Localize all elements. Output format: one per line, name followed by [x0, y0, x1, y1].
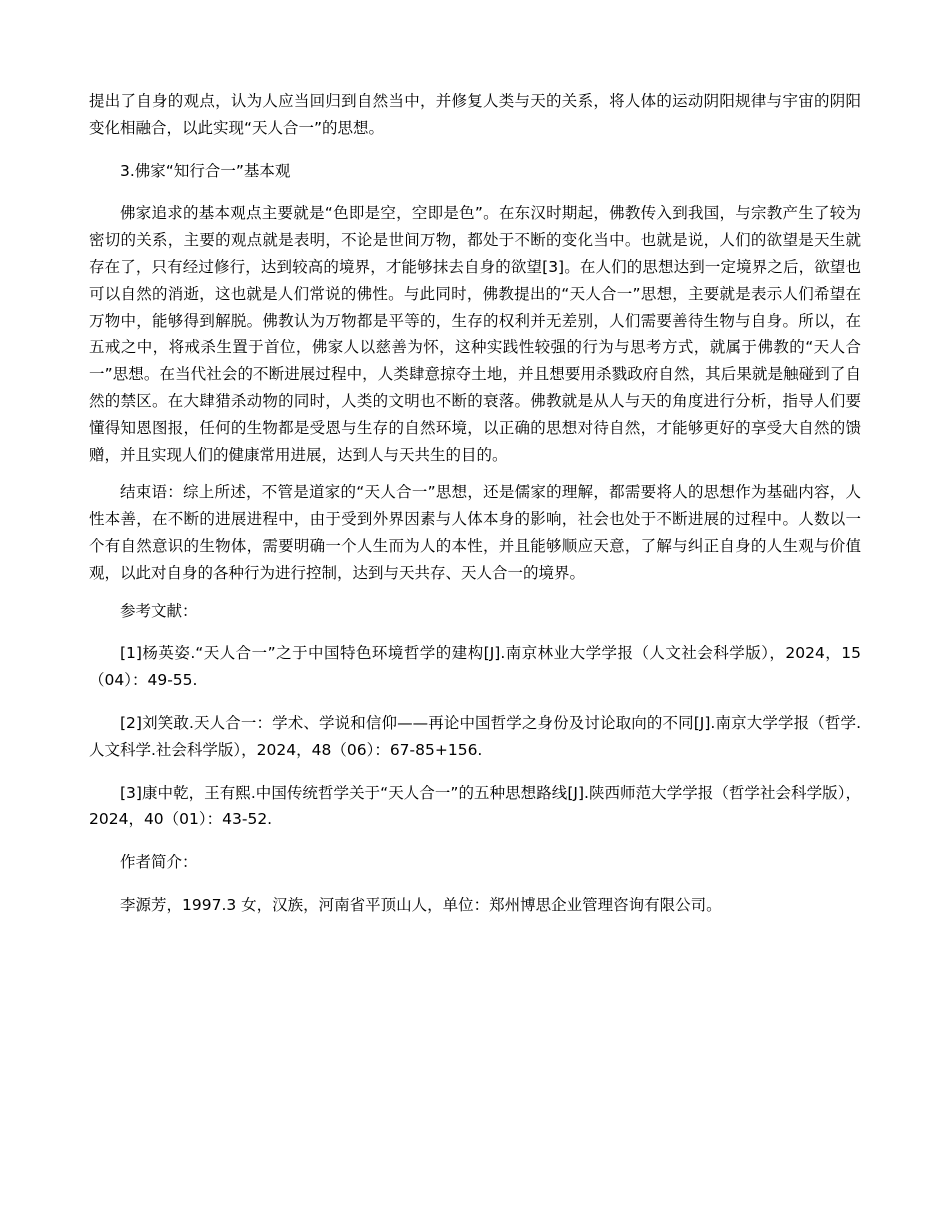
references-heading: 参考文献： — [120, 601, 198, 620]
reference-item: [1]杨英姿.“天人合一”之于中国特色环境哲学的建构[J].南京林业大学学报（人文社会科学版），2024，15（04）：49-55. — [89, 644, 861, 690]
paragraph-continued: 提出了自身的观点，认为人应当回归到自然当中，并修复人类与天的关系，将人体的运动阴阳规律与宇宙的阴阳变化相融合，以此实现“天人合一”的思想。 — [89, 92, 861, 137]
paragraph-buddhism: 佛家追求的基本观点主要就是“色即是空，空即是色”。在东汉时期起，佛教传入到我国，与宗教产生了较为密切的关系，主要的观点就是表明，不论是世间万物，都处于不断的变化当中。也就是说，人们的欲望是天生就存在了，只有经过修行，达到较高的境界，才能够抹去自身的欲望[3]。在人们的思想达到一定境界之后，欲望也可以自然的消逝，这也就是人们常说的佛性。与此同时，佛教提出的“天人合一”思想，主要就是表示人们希望在万物中，能够得到解脱。佛教认为万物都是平等的，生存的权利并无差别，人们需要善待生物与自身。所以，在五戒之中，将戒杀生置于首位，佛家人以慈善为怀，这种实践性较强的行为与思考方式，就属于佛教的“天人合一”思想。在当代社会的不断进展过程中，人类肆意掠夺土地，并且想要用杀戮政府自然，其后果就是触碰到了自然的禁区。在大肆猎杀动物的同时，人类的文明也不断的衰落。佛教就是从人与天的角度进行分析，指导人们要懂得知恩图报，任何的生物都是受恩与生存的自然环境，以正确的思想对待自然，才能够更好的享受大自然的馈赠，并且实现人们的健康常用进展，达到人与天共生的目的。 — [89, 204, 861, 464]
section-heading-buddhism: 3.佛家“知行合一”基本观 — [120, 161, 291, 180]
reference-item: [2]刘笑敢.天人合一：学术、学说和信仰——再论中国哲学之身份及讨论取向的不同[J].南京大学学报（哲学.人文科学.社会科学版），2024，48（06）：67-85+156. — [89, 713, 861, 759]
paragraph-conclusion: 结束语：综上所述，不管是道家的“天人合一”思想，还是儒家的理解，都需要将人的思想作为基础内容，人性本善，在不断的进展进程中，由于受到外界因素与人体本身的影响，社会也处于不断进展的过程中。人数以一个有自然意识的生物体，需要明确一个人生而为人的本性，并且能够顺应天意，了解与纠正自身的人生观与价值观，以此对自身的各种行为进行控制，达到与天共存、天人合一的境界。 — [89, 483, 861, 582]
author-heading: 作者简介： — [120, 853, 198, 872]
reference-item: [3]康中乾，王有熙.中国传统哲学关于“天人合一”的五种思想路线[J].陕西师范大学学报（哲学社会科学版），2024，40（01）：43-52. — [89, 783, 861, 829]
document-page — [89, 88, 861, 919]
author-info: 李源芳，1997.3 女，汉族，河南省平顶山人，单位：郑州博思企业管理咨询有限公司。 — [120, 895, 722, 914]
